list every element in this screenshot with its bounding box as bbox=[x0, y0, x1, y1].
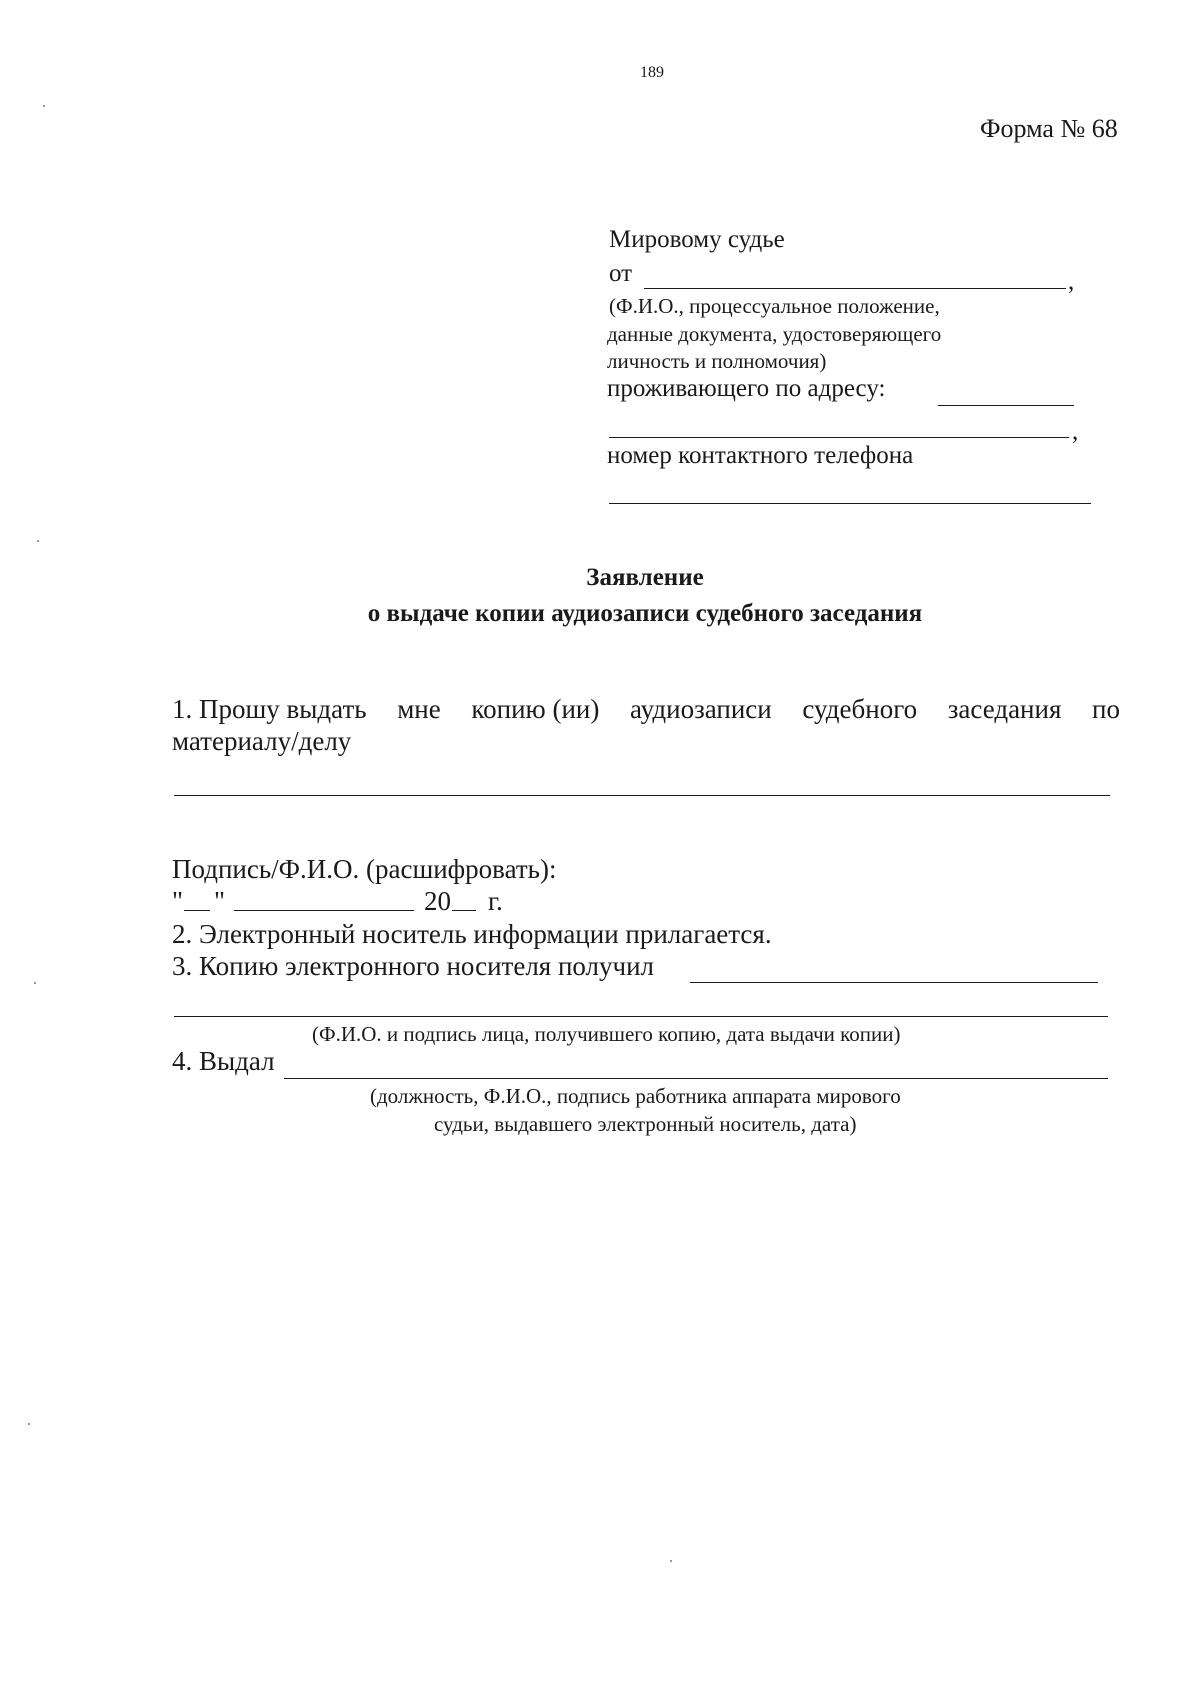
scan-speck bbox=[37, 540, 39, 542]
date-year-suffix: г. bbox=[488, 886, 503, 916]
item-2-text: 2. Электронный носитель информации прилагается. bbox=[172, 919, 772, 949]
from-comma: , bbox=[1068, 268, 1075, 295]
request-line-1 bbox=[172, 694, 1120, 725]
item-4-blank-line[interactable] bbox=[284, 1078, 1108, 1079]
scan-speck bbox=[43, 105, 45, 107]
request-word: мне bbox=[397, 694, 441, 724]
document-subtitle: о выдаче копии аудиозаписи судебного заседания bbox=[367, 600, 923, 627]
request-word: копию (ии) bbox=[471, 694, 600, 724]
scan-speck bbox=[28, 1423, 30, 1425]
from-hint-line-3: личность и полномочия) bbox=[607, 349, 827, 373]
item-4-text: 4. Выдал bbox=[172, 1046, 275, 1076]
from-label: от bbox=[609, 260, 633, 287]
date-quote-open: " bbox=[172, 886, 184, 916]
address-blank-line-1[interactable] bbox=[938, 405, 1074, 406]
date-quote-close: " bbox=[214, 886, 226, 916]
item-3-caption: (Ф.И.О. и подпись лица, получившего копию, дата выдачи копии) bbox=[312, 1022, 901, 1046]
phone-label: номер контактного телефона bbox=[607, 442, 914, 469]
from-hint-line-2: данные документа, удостоверяющего bbox=[607, 322, 942, 346]
signature-label: Подпись/Ф.И.О. (расшифровать): bbox=[172, 854, 557, 884]
item-3-text: 3. Копию электронного носителя получил bbox=[172, 951, 655, 981]
address-blank-line-2[interactable] bbox=[609, 437, 1069, 438]
request-line-2: материалу/делу bbox=[172, 726, 352, 756]
request-word: по bbox=[1092, 694, 1120, 724]
item-3-blank-line-2[interactable] bbox=[174, 1016, 1108, 1017]
date-year-blank[interactable] bbox=[452, 910, 476, 911]
addressee-title: Мировому судье bbox=[609, 226, 785, 253]
case-number-blank-line[interactable] bbox=[174, 795, 1110, 796]
item-4-caption-line-1: (должность, Ф.И.О., подпись работника аппарата мирового bbox=[370, 1084, 901, 1108]
date-day-blank[interactable] bbox=[184, 910, 210, 911]
scan-speck bbox=[34, 982, 36, 984]
item-4-caption-line-2: судьи, выдавшего электронный носитель, дата) bbox=[434, 1112, 857, 1136]
item-3-blank-line-1[interactable] bbox=[690, 982, 1098, 983]
from-blank-line[interactable] bbox=[644, 288, 1066, 289]
date-year-prefix: 20 bbox=[424, 886, 451, 916]
document-title: Заявление bbox=[586, 564, 704, 591]
request-word: 1. Прошу выдать bbox=[172, 694, 367, 724]
request-word: судебного bbox=[802, 694, 918, 724]
date-month-blank[interactable] bbox=[234, 910, 414, 911]
request-word: заседания bbox=[947, 694, 1062, 724]
address-label: проживающего по адресу: bbox=[607, 375, 886, 402]
form-number: Форма № 68 bbox=[980, 114, 1118, 143]
address-comma: , bbox=[1072, 418, 1079, 445]
phone-blank-line[interactable] bbox=[609, 503, 1091, 504]
from-hint-line-1: (Ф.И.О., процессуальное положение, bbox=[609, 294, 940, 318]
page-number: 189 bbox=[640, 64, 664, 81]
scan-speck bbox=[670, 1560, 672, 1562]
request-word: аудиозаписи bbox=[629, 694, 772, 724]
